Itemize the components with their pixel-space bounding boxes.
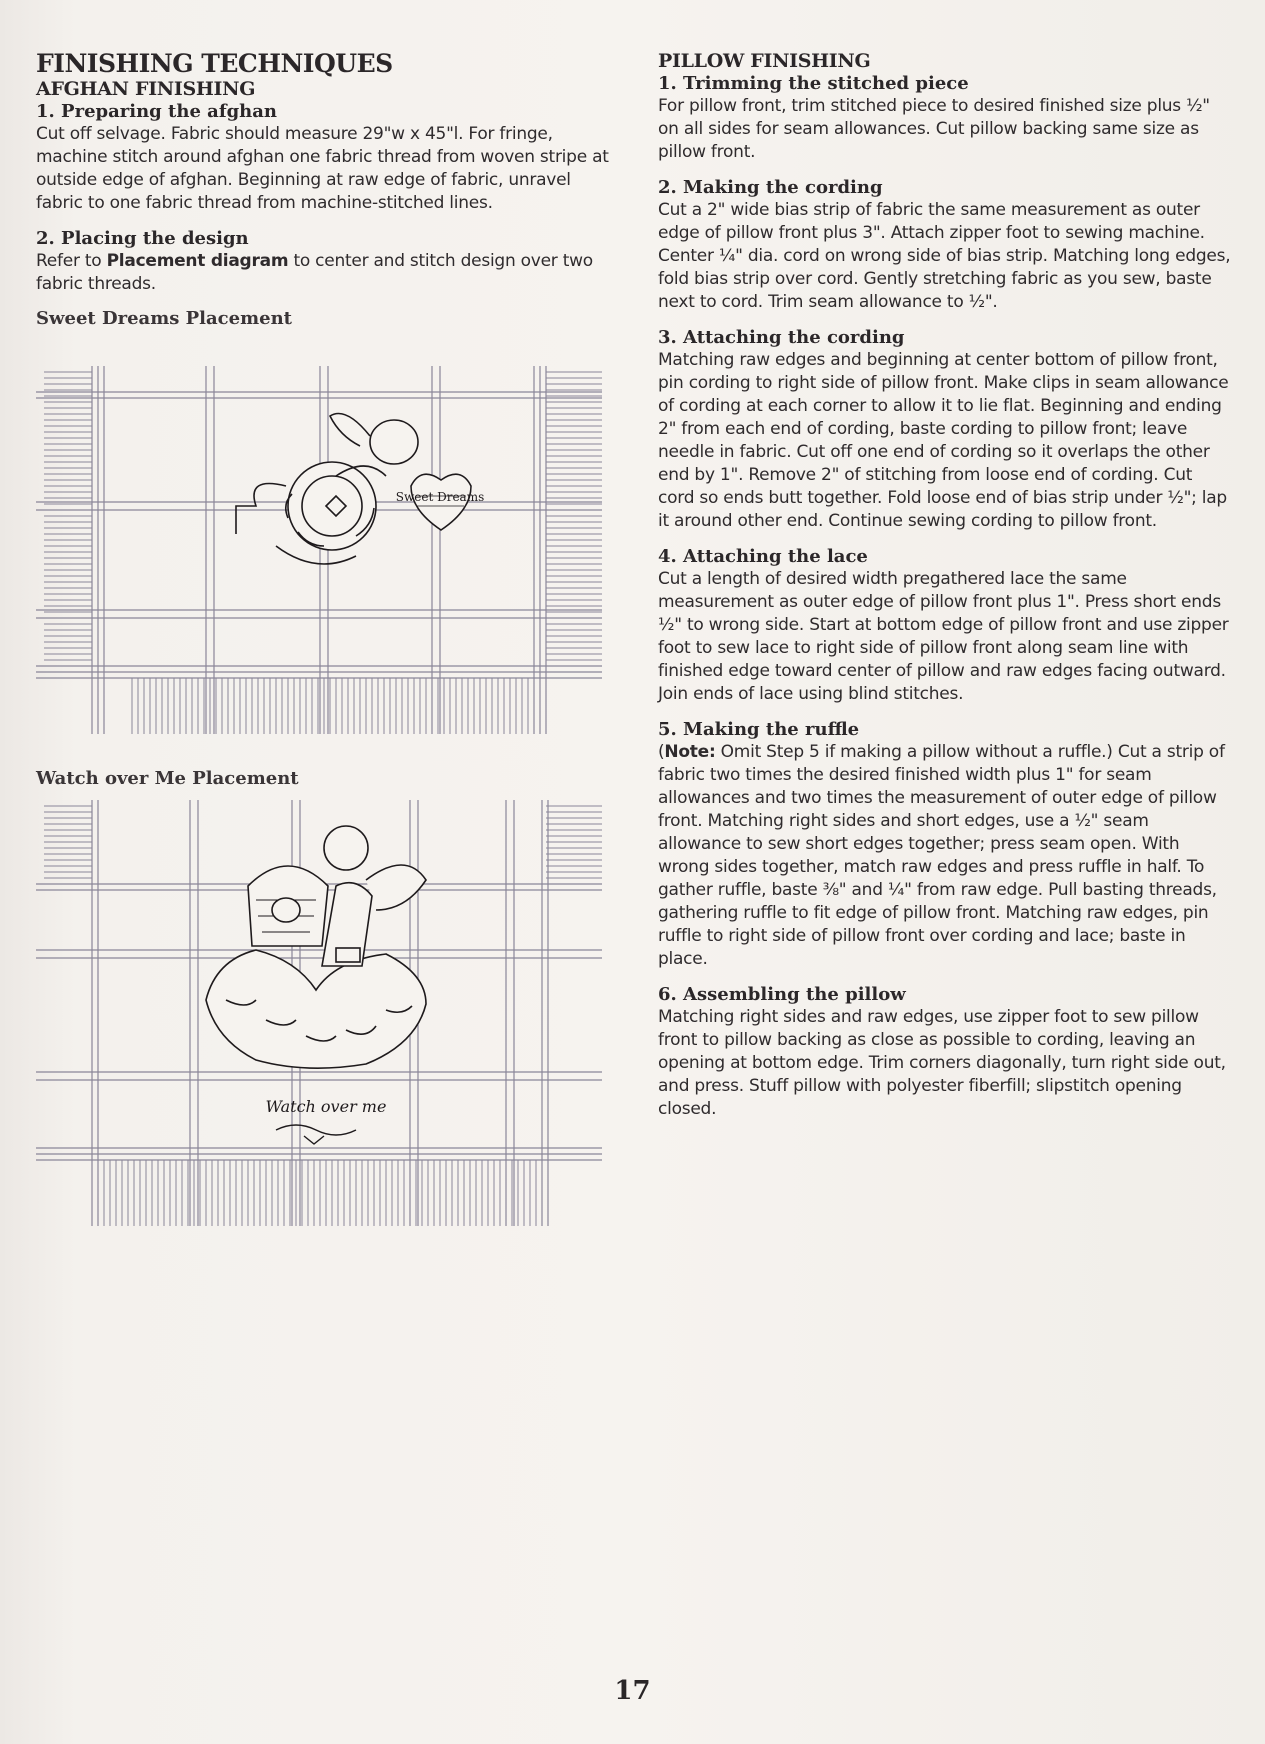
step-text: Matching right sides and raw edges, use zipper foot to sew pillow front to pillow backing as close as possible to cording, leaving an opening at bottom edge. Trim corners diagonally, turn right side out, and press. Stuff pillow with polyester fiberfill; slipstitch opening closed. (658, 1007, 1226, 1119)
sweet-dreams-grid (36, 366, 602, 734)
fringe-right (546, 372, 602, 678)
step-title: 4. Attaching the lace (658, 546, 868, 567)
step-text: Matching raw edges and beginning at center bottom of pillow front, pin cording to right side of pillow front. Make clips in seam allowance of cording at each corner to allow it to lie flat. Beginning and ending 2" from each end of cording, baste cording to pillow front; leave needle in fabric. Cut off one end of cording so it overlaps the other end by 1". Remove 2" of stitching from loose end of cording. Cut cord so ends butt together. Fold loose end of bias strip under ½"; lap it around other end. Continue sewing cording to pillow front. (658, 350, 1229, 531)
step-title: 2. Making the cording (658, 177, 883, 198)
pillow-finishing-heading: PILLOW FINISHING (658, 50, 871, 72)
placing-text-post: to center and stitch design over two fabric threads. (36, 251, 593, 294)
step-text (658, 741, 1233, 971)
left-column (36, 50, 616, 330)
placement-diagram-ref: Placement diagram (106, 251, 289, 271)
step-title: 1. Trimming the stitched piece (658, 73, 969, 94)
fringe-bottom (98, 1160, 542, 1226)
step-placing-design-text (36, 250, 616, 296)
pillow-step-6 (658, 983, 1233, 1121)
step-placing-design-title: 2. Placing the design (36, 228, 249, 249)
stripes-vertical (92, 366, 546, 734)
note-text: Omit Step 5 if making a pillow without a ruffle.) Cut a strip of fabric two times the desired finished width plus 1" for seam allowances and two times the measurement of outer edge of pillow front. Matching right sides and short edges, use a ½" seam allowance to sew short edges together; press seam open. With wrong sides together, match raw edges and press ruffle in half. To gather ruffle, baste ⅜" and ¼" from raw edge. Pull basting threads, gathering ruffle to fit edge of pillow front. Matching raw edges, pin ruffle to right side of pillow front over cording and lace; baste in place. (658, 742, 1225, 969)
sweet-dreams-label: Sweet Dreams Placement (36, 308, 292, 329)
fringe-bottom (132, 678, 546, 734)
watch-over-me-placement-diagram (36, 800, 602, 1226)
watch-over-me-label: Watch over Me Placement (36, 768, 299, 789)
step-preparing-afghan-text: Cut off selvage. Fabric should measure 29"w x 45"l. For fringe, machine stitch around afghan one fabric thread from woven stripe at outside edge of afghan. Beginning at raw edge of fabric, unravel fabric to one fabric thread from machine-stitched lines. (36, 124, 609, 213)
note-label: Note: (664, 742, 716, 762)
paren-open: ( (658, 742, 665, 762)
fringe-left (44, 372, 92, 678)
sweet-dreams-placement-diagram (36, 366, 602, 734)
step-title: 3. Attaching the cording (658, 327, 905, 348)
sweet-dreams-motif-text: Sweet Dreams (395, 490, 485, 504)
pillow-step-2 (658, 176, 1233, 314)
sweet-dreams-motif (236, 414, 471, 565)
watch-over-me-motif (206, 826, 426, 1068)
afghan-finishing-heading: AFGHAN FINISHING (36, 78, 256, 100)
pillow-step-3 (658, 326, 1233, 533)
pillow-step-5 (658, 718, 1233, 971)
step-title: 6. Assembling the pillow (658, 984, 906, 1005)
step-text: Cut a length of desired width pregathered lace the same measurement as outer edge of pillow front plus 1". Press short ends ½" to wrong side. Start at bottom edge of pillow front and use zipper foot to sew lace to right side of pillow front along seam line with finished edge toward center of pillow and raw edges facing outward. Join ends of lace using blind stitches. (658, 569, 1229, 704)
watch-over-me-motif-text: Watch over me (265, 1097, 387, 1116)
pillow-step-4 (658, 545, 1233, 706)
watch-over-me-grid (36, 800, 602, 1226)
right-column (658, 50, 1233, 1133)
page-number: 17 (614, 1676, 651, 1706)
step-text: Cut a 2" wide bias strip of fabric the same measurement as outer edge of pillow front plus 3". Attach zipper foot to sewing machine. Center ¼" dia. cord on wrong side of bias strip. Matching long edges, fold bias strip over cord. Gently stretching fabric as you sew, baste next to cord. Trim seam allowance to ½". (658, 200, 1231, 312)
step-text: For pillow front, trim stitched piece to desired finished size plus ½" on all sides for seam allowances. Cut pillow backing same size as pillow front. (658, 96, 1210, 162)
placing-text-pre: Refer to (36, 251, 107, 271)
fringe-right (546, 806, 602, 884)
motif-flourish (276, 1125, 356, 1144)
step-title: 5. Making the ruffle (658, 719, 860, 740)
fringe-left (44, 806, 92, 884)
page-title: FINISHING TECHNIQUES (36, 49, 393, 78)
pillow-step-1 (658, 72, 1233, 164)
step-preparing-afghan-title: 1. Preparing the afghan (36, 101, 277, 122)
